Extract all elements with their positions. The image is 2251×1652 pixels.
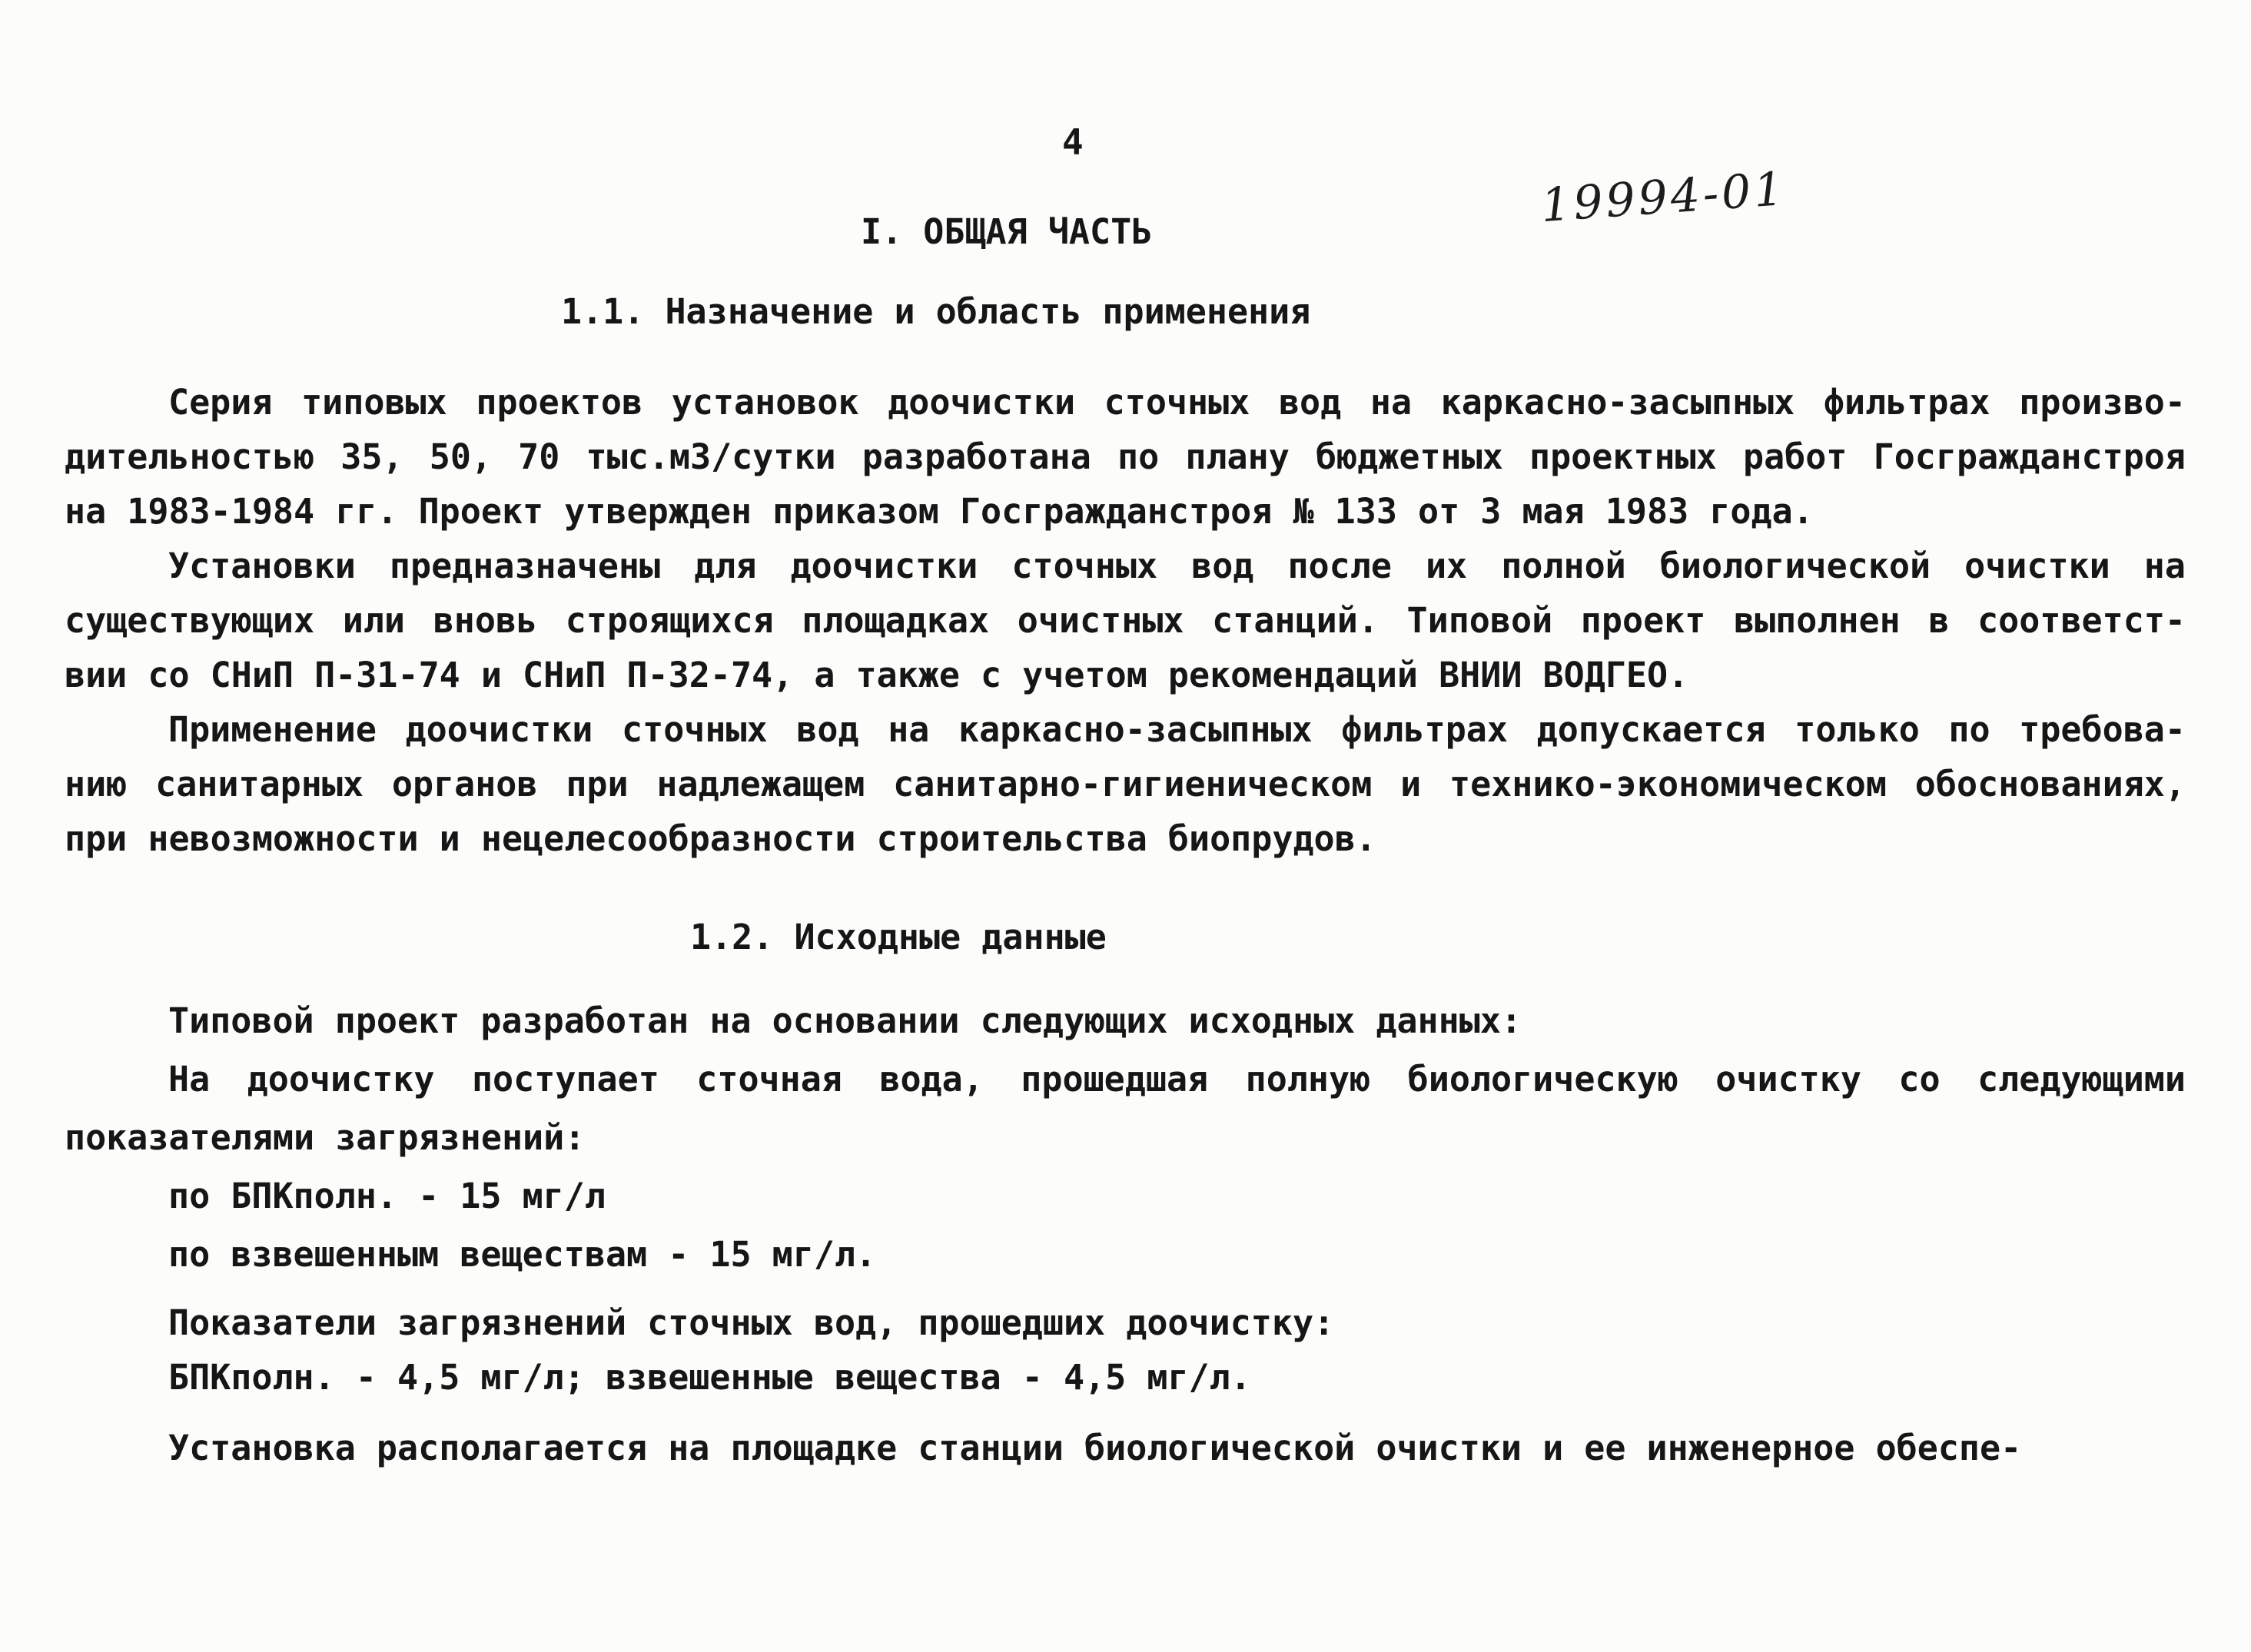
text-line: Установки предназначены для доочистки сточных вод после их полной биологической очистки на (168, 546, 2186, 586)
text-line: по БПКполн. - 15 мг/л (168, 1176, 606, 1216)
text-line: Установка располагается на площадке станции биологической очистки и ее инженерное обеспе- (168, 1428, 2022, 1468)
section-1-1-heading: 1.1. Назначение и область применения (561, 291, 1311, 332)
text-line: Серия типовых проектов установок доочистки сточных вод на каркасно-засыпных фильтрах произво- (168, 382, 2186, 423)
text-line: Показатели загрязнений сточных вод, прошедших доочистку: (168, 1302, 1335, 1343)
handwritten-document-code: 19994-01 (1539, 161, 1788, 234)
text-line: Применение доочистки сточных вод на каркасно-засыпных фильтрах допускается только по требова- (168, 709, 2186, 750)
section-1-2-results (65, 1295, 2186, 1405)
text-line: дительностью 35, 50, 70 тыс.м3/сутки разработана по плану бюджетных проектных работ Госгражданстроя (65, 436, 2186, 477)
page-number: 4 (1062, 121, 1084, 163)
text-line: вии со СНиП П-31-74 и СНиП П-32-74, а также с учетом рекомендаций ВНИИ ВОДГЕО. (65, 655, 1689, 695)
text-line: Типовой проект разработан на основании следующих исходных данных: (168, 1000, 1522, 1041)
section-1-2-final-line (65, 1421, 2186, 1475)
text-line: при невозможности и нецелесообразности строительства биопрудов. (65, 818, 1376, 859)
text-line: показателями загрязнений: (65, 1117, 586, 1158)
text-line: по взвешенным веществам - 15 мг/л. (168, 1234, 877, 1275)
text-line: на 1983-1984 гг. Проект утвержден приказом Госгражданстроя № 133 от 3 мая 1983 года. (65, 491, 1814, 532)
text-line: существующих или вновь строящихся площадках очистных станций. Типовой проект выполнен в соответст- (65, 600, 2186, 641)
text-line: На доочистку поступает сточная вода, прошедшая полную биологическую очистку со следующими (168, 1059, 2186, 1100)
part-heading: I. ОБЩАЯ ЧАСТЬ (861, 211, 1153, 252)
text-line: нию санитарных органов при надлежащем санитарно-гигиеническом и технико-экономическом обоснованиях, (65, 764, 2186, 804)
text-line: БПКполн. - 4,5 мг/л; взвешенные вещества - 4,5 мг/л. (168, 1357, 1251, 1398)
section-1-2-intro (65, 992, 2186, 1284)
section-1-1-body (65, 375, 2186, 866)
section-1-2-heading: 1.2. Исходные данные (690, 917, 1107, 957)
